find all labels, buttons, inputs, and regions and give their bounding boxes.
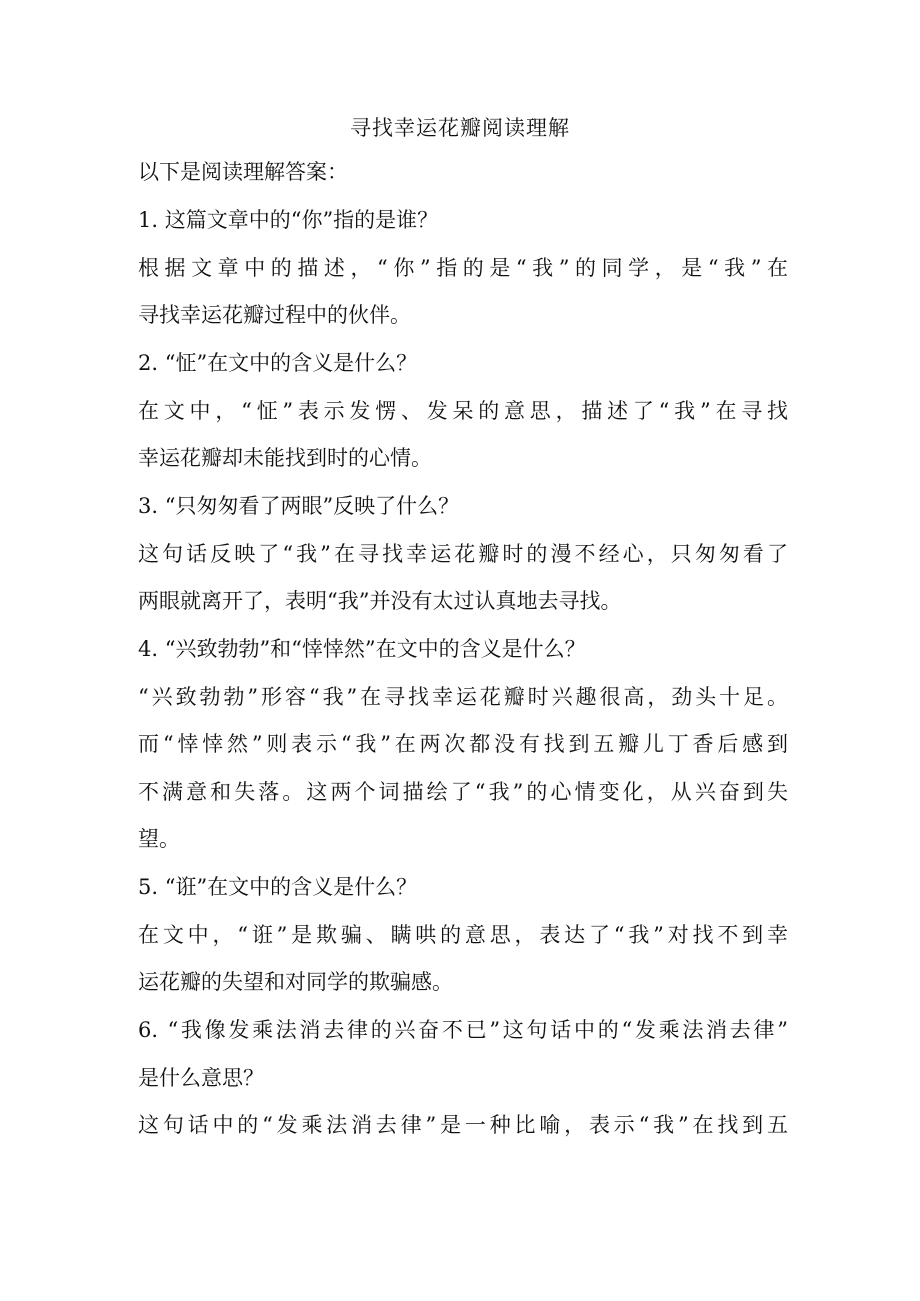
answer-4-line-3: 不满意和失落。这两个词描绘了“我”的心情变化，从兴奋到失 (138, 780, 788, 804)
question-6-line-2: 是什么意思？ (138, 1066, 264, 1090)
answer-5-line-1: 在文中，“诳”是欺骗、瞒哄的意思，表达了“我”对找不到幸 (138, 923, 788, 947)
question-6-line-1: 6. “我像发乘法消去律的兴奋不已”这句话中的“发乘法消去律” (138, 1018, 788, 1042)
question-3: 3. “只匆匆看了两眼”反映了什么？ (138, 494, 460, 518)
answer-1-line-1: 根据文章中的描述，“你”指的是“我”的同学，是“我”在 (138, 256, 788, 280)
question-5: 5. “诳”在文中的含义是什么？ (138, 875, 418, 899)
answer-5-line-2: 运花瓣的失望和对同学的欺骗感。 (138, 970, 453, 994)
question-1: 1. 这篇文章中的“你”指的是谁？ (138, 208, 439, 232)
answer-3-line-1: 这句话反映了“我”在寻找幸运花瓣时的漫不经心，只匆匆看了 (138, 542, 788, 566)
answer-4-line-2: 而“悻悻然”则表示“我”在两次都没有找到五瓣儿丁香后感到 (138, 732, 788, 756)
answer-2-line-2: 幸运花瓣却未能找到时的心情。 (138, 446, 432, 470)
document-title: 寻找幸运花瓣阅读理解 (350, 116, 570, 140)
question-4: 4. “兴致勃勃”和“悻悻然”在文中的含义是什么？ (138, 637, 586, 661)
answer-6-line-1: 这句话中的“发乘法消去律”是一种比喻，表示“我”在找到五 (138, 1113, 788, 1137)
answer-2-line-1: 在文中，“怔”表示发愣、发呆的意思，描述了“我”在寻找 (138, 399, 788, 423)
question-2: 2. “怔”在文中的含义是什么？ (138, 351, 418, 375)
answer-1-line-2: 寻找幸运花瓣过程中的伙伴。 (138, 303, 411, 327)
answer-4-line-1: “兴致勃勃”形容“我”在寻找幸运花瓣时兴趣很高，劲头十足。 (138, 685, 788, 709)
answer-4-line-4: 望。 (138, 827, 180, 851)
answer-3-line-2: 两眼就离开了，表明“我”并没有太过认真地去寻找。 (138, 589, 622, 613)
intro-line: 以下是阅读理解答案： (138, 160, 348, 184)
